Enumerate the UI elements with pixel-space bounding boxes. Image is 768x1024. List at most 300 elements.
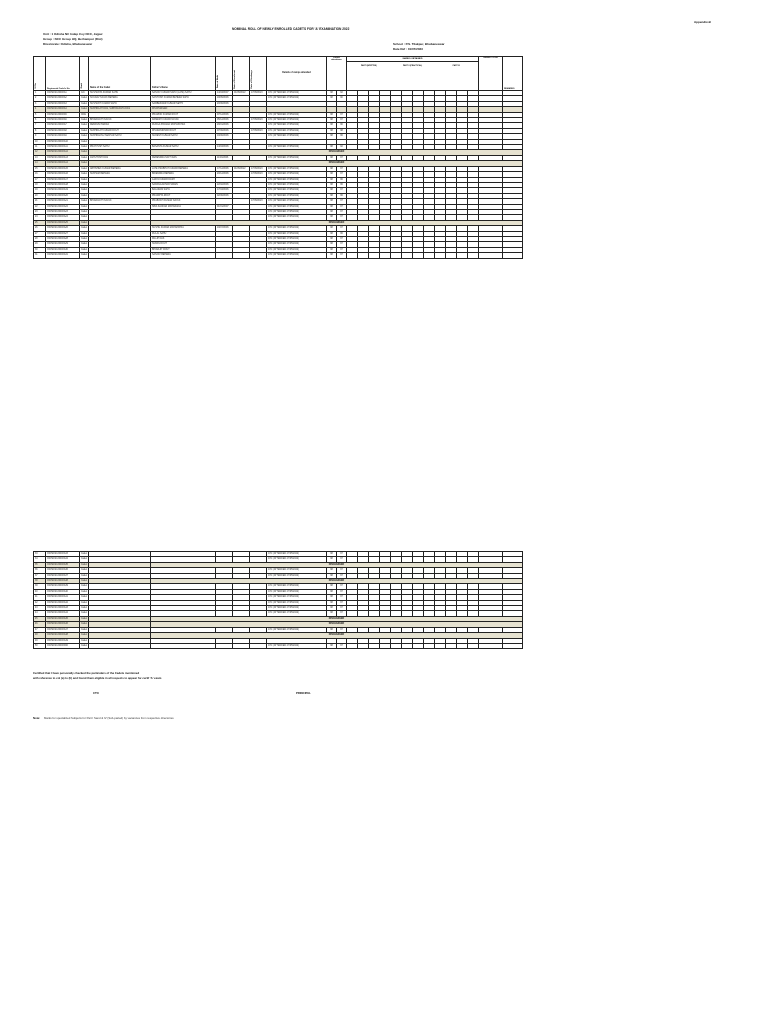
cell-camp-details: ATC (ATTENDED 27/05/2022) (267, 204, 327, 209)
cell-rank: Cadet (81, 590, 88, 593)
cell-mark (424, 253, 435, 258)
cell-parade-2: 92 (337, 145, 347, 150)
cell-parade-2: 97 (337, 584, 347, 589)
cell-regt-no: OD/SD/21/0000/A33 (46, 552, 80, 557)
cell-rank: Cadet (81, 237, 88, 240)
cell-rank: Cadet (81, 254, 88, 257)
certification-line-2: with reference to col (a) to (h) and found them eligible in all respects to appear for certif 'A' exam (33, 676, 162, 680)
cell-regt-no: OD/SD/21/0000/A27 (46, 231, 80, 236)
col-header-doe: Date of Enrolment (233, 57, 250, 91)
cell-mark (358, 643, 369, 648)
cell-parade-2: 97 (337, 172, 347, 177)
cell-father-name: SANJAY KUMAR SAHU (LATE) SAHU (151, 91, 216, 96)
cell-mark (413, 643, 424, 648)
cell-parade-1: 98 (327, 253, 337, 258)
cell-sl-no: 25 (34, 220, 46, 225)
cell-doe: 01/05/2022 (233, 91, 250, 96)
cell-dob: 20/06/2006 (216, 101, 233, 106)
cell-camp-details: ATC (ATTENDED 27/05/2022) (267, 253, 327, 258)
cell-dod (250, 643, 267, 648)
cell-mark (369, 643, 380, 648)
cell-cadet-name: SOURAV NAYAK BEHERA (89, 96, 151, 101)
cell-father-name: SIBA SANKAR MAHARANA (151, 204, 216, 209)
cell-regt-no: OD/SD/21/0000/A47 (46, 627, 80, 632)
cell-parade-1: 98 (327, 226, 337, 231)
cell-cadet-name: SUSHANTA KUMAR SAHU (89, 91, 151, 96)
cell-regt-no: OD/SD/21/0000/A14 (46, 161, 80, 166)
cell-sl-no: 15 (34, 166, 46, 171)
cell-mark (468, 253, 479, 258)
cell-parade-1: 98 (327, 193, 337, 198)
cell-rank: Cadet (81, 574, 88, 577)
cell-parade-2: 97 (337, 112, 347, 117)
cell-cadet-name: ASHUTOSH DAS (89, 155, 151, 160)
cell-mark (391, 643, 402, 648)
cell-sl-no: 19 (34, 188, 46, 193)
cell-regt-no: OD/SD/21/0000/A6 (46, 118, 80, 123)
cell-sl-no: 9 (34, 134, 46, 139)
cell-sl-no: 33 (34, 552, 46, 557)
cell-father-name: PRABODH KUMAR NAYAK (151, 199, 216, 204)
cell-regt-no: OD/SD/21/0000/A5 (46, 112, 80, 117)
principal-signature-label: PRINCIPAL (296, 691, 311, 695)
cell-rank: Cadet (81, 221, 88, 224)
cell-rank: Cadet (81, 97, 88, 100)
cell-camp-details: ATC (ATTENDED 27/05/2022) (267, 199, 327, 204)
cell-camp-details: ATC (ATTENDED 27/05/2022) (267, 236, 327, 241)
cell-dob: 17/12/2006 (216, 166, 233, 171)
cell-dod: 17/05/2023 (250, 118, 267, 123)
cell-regt-no: OD/SD/21/0000/A46 (46, 622, 80, 627)
cell-regt-no: OD/SD/21/0000/A4 (46, 107, 80, 112)
cell-rank: Cadet (81, 558, 88, 561)
cell-camp-details: ATC (ATTENDED 27/05/2022) (267, 209, 327, 214)
cell-regt-no: OD/SD/21/0000/A42 (46, 600, 80, 605)
cell-rank: Cadet (81, 140, 88, 143)
cell-parade-2: 98 (337, 128, 347, 133)
cell-mark (347, 253, 358, 258)
cell-mark (402, 643, 413, 648)
cell-camp-details: ATC (ATTENDED 27/05/2022) (267, 611, 327, 616)
cell-sl-no: 5 (34, 112, 46, 117)
cell-rank: Cadet (81, 553, 88, 555)
cell-camp-details: ATC (ATTENDED 27/05/2022) (267, 182, 327, 187)
cell-remarks (503, 253, 523, 258)
part2-label: PART II (PRACTICAL) (402, 65, 423, 68)
cell-rank: Cadet (81, 210, 88, 213)
cell-sl-no: 29 (34, 242, 46, 247)
col-header-dod: Date of Discharge (250, 57, 267, 91)
cell-parade-1: 98 (327, 166, 337, 171)
cell-father-name: SUBAS ROUT (151, 242, 216, 247)
cell-regt-no: OD/SD/21/0000/A17 (46, 177, 80, 182)
cell-cadet-name: SUSHANT KUMAR SAHU (89, 101, 151, 106)
cell-dod: 17/05/2023 (250, 166, 267, 171)
cell-sl-no: 42 (34, 600, 46, 605)
cell-mark (424, 643, 435, 648)
cell-parade-1: 98 (327, 595, 337, 600)
cell-father-name: BASANTA KUMAR SAHU (151, 145, 216, 150)
cell-mark (413, 253, 424, 258)
table-body-page1 (34, 57, 523, 259)
cell-rank: Cadet (81, 623, 88, 626)
cell-sl-no: 37 (34, 573, 46, 578)
cell-rank: Cadet (81, 607, 88, 610)
cell-dob: 14/03/2007 (216, 91, 233, 96)
cell-parade-1: 98 (327, 215, 337, 220)
cell-parade-1: 98 (327, 568, 337, 573)
cell-rank: Cadet (81, 151, 88, 154)
cell-regt-no: OD/SD/21/0000/A12 (46, 150, 80, 155)
directorate-line: Directorate: Odisha, Bhubaneswar (43, 42, 93, 46)
cell-cadet-name: ABHISHEK KUMAR BEHERA (89, 166, 151, 171)
cell-dob: 07/12/2006 (216, 112, 233, 117)
cell-rank: Cadet (81, 232, 88, 235)
cell-mark (435, 643, 446, 648)
cell-doe (233, 253, 250, 258)
date-line: Date Ref : 01/07/2023 (393, 47, 423, 51)
cell-parade-1: 98 (327, 96, 337, 101)
group-line: Group : NCC Group HQ, Berhampur (Dist) (43, 37, 103, 41)
cell-sl-no: 3 (34, 101, 46, 106)
cell-rank: Cadet (81, 585, 88, 588)
cell-camp-details: ATC (ATTENDED 27/05/2022) (267, 134, 327, 139)
cell-rank: CDE (80, 112, 89, 117)
cell-camp-details: ATC (ATTENDED 27/05/2022) (267, 552, 327, 557)
cell-rank: Cadet (81, 216, 88, 219)
cell-sl-no: 46 (34, 622, 46, 627)
cell-rank: Cadet (81, 108, 88, 111)
cell-rank: Cadet (81, 248, 88, 251)
cell-parade-2: 97 (337, 204, 347, 209)
cell-rank: Cadet (81, 596, 88, 599)
cell-dob: 17/03/2006 (216, 188, 233, 193)
cell-rank: Cadet (81, 156, 88, 159)
cell-camp-details: ATC (ATTENDED 27/05/2022) (267, 166, 327, 171)
cell-sl-no: 14 (34, 161, 46, 166)
cell-parade-2: 97 (337, 242, 347, 247)
cell-parade-2: 97 (337, 166, 347, 171)
cell-parade-1: 98 (327, 231, 337, 236)
cell-mark (435, 253, 446, 258)
cell-father-name: SURESH KUMAR SAHU (151, 134, 216, 139)
cell-parade-1: 98 (327, 627, 337, 632)
cell-sl-no: 49 (34, 638, 46, 643)
cell-rank: Cadet (81, 162, 88, 165)
school-line: School : P.S. Tilakpur, Bhubaneswar (393, 42, 445, 46)
col-header-remarks: REMARKS (503, 57, 523, 91)
cell-regt-no: OD/SD/21/0000/A39 (46, 584, 80, 589)
cell-dob: 05/12/2006 (216, 118, 233, 123)
cell-cadet-name: SUBHRAJIT KUMAR ROUT (89, 128, 151, 133)
cell-father-name: DISCHARGED (151, 107, 216, 112)
nominal-roll-table-page2 (33, 551, 523, 649)
cell-rank: Cadet (81, 135, 88, 138)
cell-sl-no: 36 (34, 568, 46, 573)
cell-parade-2: 97 (337, 595, 347, 600)
cell-camp-details: ATC (ATTENDED 27/05/2022) (267, 91, 327, 96)
cell-parade-2: 97 (337, 557, 347, 562)
cell-doe (233, 643, 250, 648)
cell-sl-no: 48 (34, 633, 46, 638)
col-header-dob: Date of Birth (216, 57, 233, 91)
cell-regt-no: OD/SD/21/0000/A15 (46, 166, 80, 171)
cell-camp-details: ATC (ATTENDED 27/05/2022) (267, 123, 327, 128)
cell-regt-no: OD/SD/21/0000/A21 (46, 199, 80, 204)
col-header-regt-no: Regimental Cadet's No. (46, 57, 80, 91)
nominal-roll-table-page1 (33, 56, 523, 259)
cell-regt-no: OD/SD/21/0000/A43 (46, 606, 80, 611)
cell-father-name: PRAMOD KUMAR ROUT (151, 112, 216, 117)
cell-regt-no: OD/SD/21/0000/A40 (46, 589, 80, 594)
discharged-banner: DISCHARGED (151, 616, 523, 621)
cell-regt-no: OD/SD/21/0000/A26 (46, 226, 80, 231)
discharged-banner: DISCHARGED (151, 633, 523, 638)
cell-rank: Cadet (81, 119, 88, 122)
cell-mark (457, 253, 468, 258)
cell-sl-no: 11 (34, 145, 46, 150)
cell-mark (446, 643, 457, 648)
discharged-banner: DISCHARGED (151, 562, 523, 567)
col-header-details: Details of camps attended (267, 57, 327, 91)
cell-parade-2: 97 (337, 209, 347, 214)
cell-dob: 02/06/2006 (216, 193, 233, 198)
cell-father-name: DHARANIDHAR ROUT (151, 128, 216, 133)
cell-regt-no: OD/SD/21/0000/A45 (46, 616, 80, 621)
cell-camp-details: ATC (ATTENDED 27/05/2022) (267, 584, 327, 589)
cell-parade-2: 97 (337, 573, 347, 578)
cell-sl-no: 13 (34, 155, 46, 160)
cell-rank: Cadet (81, 612, 88, 615)
cell-camp-details: ATC (ATTENDED 27/05/2022) (267, 226, 327, 231)
cell-father-name: SUSHIL KUMAR MAHAPATRA (151, 226, 216, 231)
cell-father-name: PRADIPTA ROUT (151, 193, 216, 198)
cell-regt-no: OD/SD/21/0000/A44 (46, 611, 80, 616)
cell-father-name: AJAYA KUMAR DASH (151, 177, 216, 182)
cell-parade-2: 97 (337, 552, 347, 557)
cell-regt-no: OD/SD/21/0000/A37 (46, 573, 80, 578)
cell-rank: Cadet (81, 639, 88, 642)
cell-parade-1: 98 (327, 606, 337, 611)
cell-regt-no: OD/SD/21/0000/A23 (46, 209, 80, 214)
cell-parade-2: 97 (337, 247, 347, 252)
cell-regt-no: OD/SD/21/0000/A11 (46, 145, 80, 150)
cell-mark (468, 643, 479, 648)
cell-regt-no: OD/SD/21/0000/A8 (46, 128, 80, 133)
cell-father-name: BIRENDRA BEHERA (151, 172, 216, 177)
cell-mark (380, 253, 391, 258)
cell-regt-no: OD/SD/21/0000/A34 (46, 557, 80, 562)
cell-regt-no: OD/SD/21/0000/A9 (46, 134, 80, 139)
note-label: Note: (33, 716, 41, 720)
cell-parade-2: 90 (337, 123, 347, 128)
cell-regt-no: OD/SD/21/0000/A49 (46, 638, 80, 643)
cell-rank: Cadet (81, 563, 88, 566)
cell-camp-details: ATC (ATTENDED 27/05/2022) (267, 112, 327, 117)
cell-camp-details: ATC (ATTENDED 27/05/2022) (267, 595, 327, 600)
cell-cadet-name: PRATYUSH SAHU (89, 145, 151, 150)
cell-regt-no: OD/SD/21/0000/A18 (46, 182, 80, 187)
discharged-banner: DISCHARGED (151, 622, 523, 627)
cell-rank: Cadet (81, 617, 88, 620)
discharged-banner: DISCHARGED (151, 220, 523, 225)
header-row (34, 57, 523, 91)
cell-dob: 01/01/2007 (216, 204, 233, 209)
cell-camp-details: ATC (ATTENDED 27/05/2022) (267, 155, 327, 160)
cell-rank: Cadet (81, 644, 88, 647)
cell-parade-1: 98 (327, 128, 337, 133)
cell-parade-1: 98 (327, 552, 337, 557)
cell-sl-no: 30 (34, 247, 46, 252)
cell-parade-2: 97 (337, 215, 347, 220)
cell-sl-no: 1 (34, 91, 46, 96)
col-header-parade: Parade attendance (327, 57, 347, 91)
table-row (34, 253, 523, 258)
cell-cadet-name: SUBHAM BEHERA (89, 172, 151, 177)
cell-regt-no: OD/SD/21/0000/A7 (46, 123, 80, 128)
cell-sl-no: 50 (34, 643, 46, 648)
cell-mark (380, 643, 391, 648)
cell-cadet-name: SUBHRAJIT DAS, SUBHAKANTA DAS (89, 107, 151, 112)
cell-grand-total (479, 643, 503, 648)
cell-camp-details: ATC (ATTENDED 27/05/2022) (267, 177, 327, 182)
cell-camp-details: ATC (ATTENDED 27/05/2022) (267, 172, 327, 177)
discharged-banner: DISCHARGED (151, 579, 523, 584)
cell-sl-no: 27 (34, 231, 46, 236)
cell-rank: Cadet (81, 102, 88, 105)
cell-parade-1: 98 (327, 145, 337, 150)
cell-father-name: BISWAJIT ROUT (151, 247, 216, 252)
cell-rank: Cadet (81, 634, 88, 637)
cell-rank: Cadet (81, 129, 88, 132)
cell-parade-2: 96 (337, 231, 347, 236)
cell-sl-no: 4 (34, 107, 46, 112)
cell-camp-details: ATC (ATTENDED 27/05/2022) (267, 573, 327, 578)
cell-regt-no: OD/SD/21/0000/A24 (46, 215, 80, 220)
cell-rank: Cadet (81, 167, 88, 170)
cell-camp-details: ATC (ATTENDED 27/05/2022) (267, 247, 327, 252)
cell-camp-details: ATC (ATTENDED 27/05/2022) (267, 145, 327, 150)
cell-regt-no: OD/SD/21/0000/A28 (46, 236, 80, 241)
cell-father-name: DILLIP DAS (151, 236, 216, 241)
cell-camp-details: ATC (ATTENDED 27/05/2022) (267, 188, 327, 193)
cell-dod: 17/05/2023 (250, 128, 267, 133)
cell-parade-2: 97 (337, 253, 347, 258)
cell-parade-1: 98 (327, 91, 337, 96)
cell-dod: 17/05/2023 (250, 172, 267, 177)
col-header-grand-total: GRAND TOTAL (479, 57, 503, 91)
cell-dob: 19/06/2006 (216, 134, 233, 139)
cell-regt-no: OD/SD/21/0000/A29 (46, 242, 80, 247)
cell-parade-2: 97 (337, 568, 347, 573)
cell-cadet-name (89, 253, 151, 258)
cell-parade-1: 98 (327, 204, 337, 209)
cell-parade-1: 98 (327, 584, 337, 589)
cell-remarks (503, 643, 523, 648)
cell-sl-no: 2 (34, 96, 46, 101)
cell-regt-no: OD/SD/21/0000/A48 (46, 633, 80, 638)
cell-sl-no: 47 (34, 627, 46, 632)
cell-regt-no: OD/SD/21/0000/A20 (46, 193, 80, 198)
cell-parade-2: 96 (337, 134, 347, 139)
cell-father-name: LATE PRABHAT KUMAR BEHERA (151, 166, 216, 171)
cell-mark (391, 253, 402, 258)
cell-parade-1: 98 (327, 182, 337, 187)
cell-camp-details: ATC (ATTENDED 27/05/2022) (267, 600, 327, 605)
cell-sl-no: 44 (34, 611, 46, 616)
cell-parade-1: 98 (327, 600, 337, 605)
col-header-father: Father's Name (151, 57, 216, 91)
cell-parade-2: 96 (337, 193, 347, 198)
cell-cadet-name (89, 643, 151, 648)
table-row (34, 643, 523, 648)
cell-dob (216, 253, 233, 258)
cell-dod: 17/05/2023 (250, 91, 267, 96)
cell-cadet-name: SUBHRANSU SEKHAR SAHU (89, 134, 151, 139)
cell-parade-2: 97 (337, 627, 347, 632)
cell-sl-no: 6 (34, 118, 46, 123)
cell-regt-no: OD/SD/21/0000/A10 (46, 139, 80, 144)
cell-parade-1: 98 (327, 112, 337, 117)
cell-sl-no: 21 (34, 199, 46, 204)
cell-grand-total (479, 253, 503, 258)
cell-parade-2: 97 (337, 611, 347, 616)
cell-parade-1: 98 (327, 247, 337, 252)
cell-sl-no: 45 (34, 616, 46, 621)
cell-sl-no: 23 (34, 209, 46, 214)
cell-parade-2: 90 (337, 96, 347, 101)
cell-parade-1: 98 (327, 557, 337, 562)
cell-dob: 18/05/2006 (216, 96, 233, 101)
cell-mark (446, 253, 457, 258)
cell-parade-1: 98 (327, 123, 337, 128)
cell-cadet-name: BISWANATH NAYAK (89, 118, 151, 123)
cell-camp-details: ATC (ATTENDED 27/05/2022) (267, 128, 327, 133)
cell-mark (369, 253, 380, 258)
cell-rank: Cadet (81, 189, 88, 192)
cell-parade-1: 98 (327, 589, 337, 594)
cell-rank: Cadet (81, 601, 88, 604)
cell-sl-no: 38 (34, 579, 46, 584)
cell-sl-no: 22 (34, 204, 46, 209)
cell-regt-no: OD/SD/21/0000/A41 (46, 595, 80, 600)
cell-parade-2: 97 (337, 155, 347, 160)
cell-rank: Cadet (81, 227, 88, 230)
cell-parade-1: 98 (327, 573, 337, 578)
cell-regt-no: OD/SD/21/0000/A31 (46, 253, 80, 258)
cell-dod (250, 253, 267, 258)
cell-dob: 29/01/2006 (216, 123, 233, 128)
cell-parade-2: 97 (337, 188, 347, 193)
part3-label: PART III (452, 65, 460, 68)
cell-sl-no: 24 (34, 215, 46, 220)
cell-father-name: SANTOSH KUMAR BEHERA SAHU (151, 96, 216, 101)
cell-camp-details: ATC (ATTENDED 27/05/2022) (267, 231, 327, 236)
cell-doe: 01/05/2022 (233, 166, 250, 171)
cell-sl-no: 34 (34, 557, 46, 562)
cell-mark (347, 643, 358, 648)
cell-dob: 14/03/2006 (216, 145, 233, 150)
cell-parade-2: 97 (337, 589, 347, 594)
cell-regt-no: OD/SD/21/0000/A50 (46, 643, 80, 648)
cell-rank: Cadet (81, 146, 88, 149)
cell-sl-no: 12 (34, 150, 46, 155)
cto-signature-label: CTO (93, 691, 99, 695)
cell-camp-details: ATC (ATTENDED 27/05/2022) (267, 589, 327, 594)
cell-regt-no: OD/SD/21/0000/A22 (46, 204, 80, 209)
note-text: Marks for specialized Subjects for Part I Sand & IV (Sub-parted) by vacancies from respective directories (44, 716, 174, 720)
cell-parade-2: 97 (337, 226, 347, 231)
